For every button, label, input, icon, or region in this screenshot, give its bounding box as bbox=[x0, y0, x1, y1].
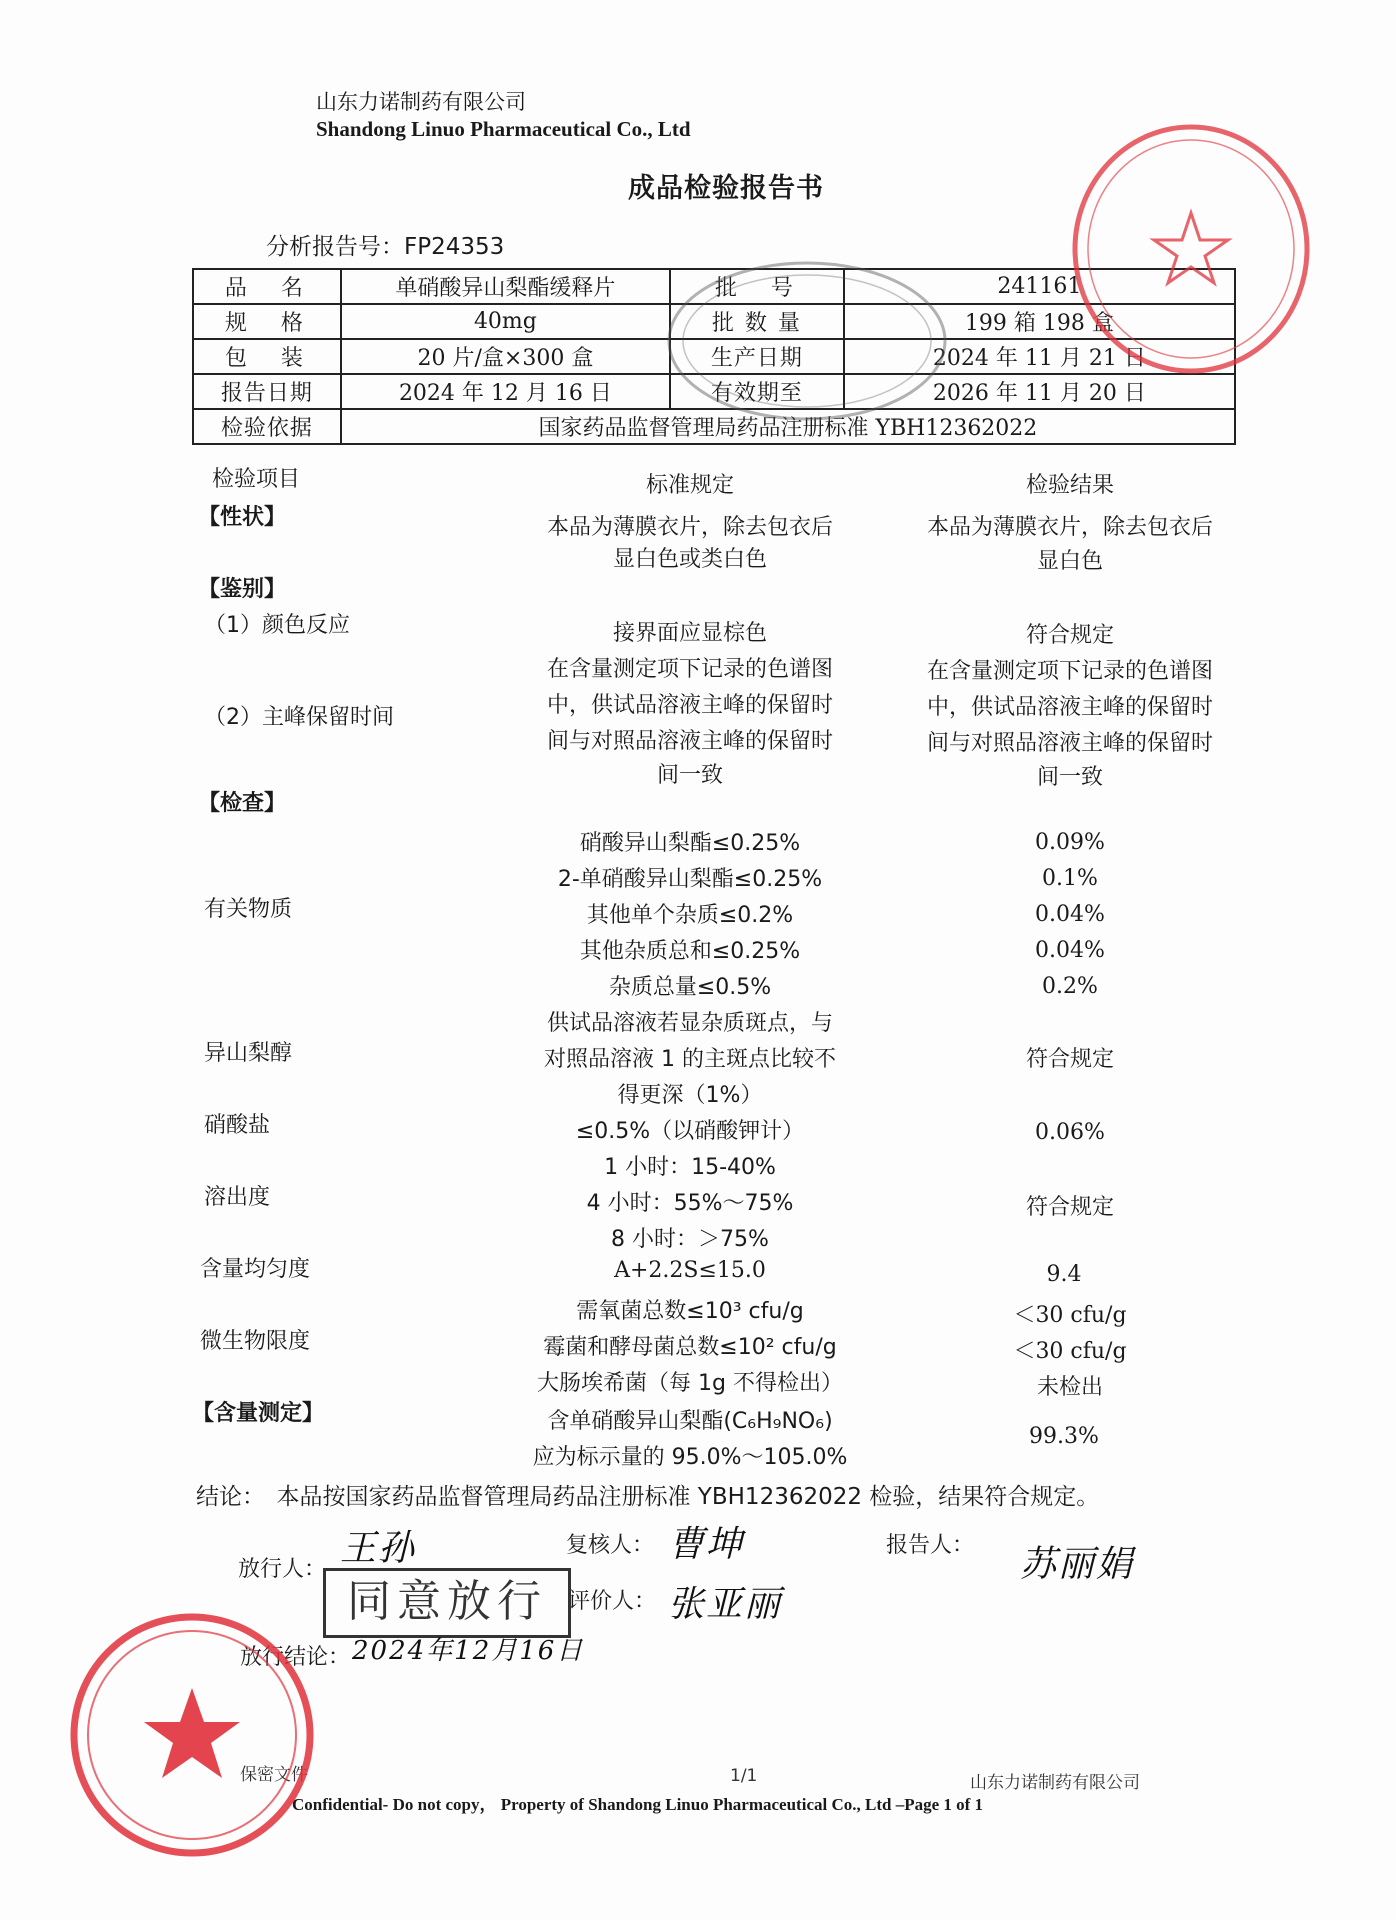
releaser-signature: 王孙 bbox=[340, 1528, 417, 1569]
test-standard: 2-单硝酸异山梨酯≤0.25% bbox=[557, 867, 823, 892]
test-standard: 对照品溶液 1 的主斑点比较不 bbox=[544, 1047, 836, 1072]
qty-label: 批 数 量 bbox=[670, 304, 844, 339]
test-result: 99.3% bbox=[1029, 1424, 1099, 1449]
test-standard: 得更深（1%） bbox=[617, 1083, 763, 1108]
column-header-standard: 标准规定 bbox=[645, 473, 735, 498]
test-item: 微生物限度 bbox=[200, 1329, 311, 1354]
test-standard: 中，供试品溶液主峰的保留时 bbox=[546, 693, 834, 718]
test-result: 未检出 bbox=[1036, 1375, 1104, 1400]
footer-page: 1/1 bbox=[730, 1766, 758, 1786]
test-standard: 其他杂质总和≤0.25% bbox=[579, 939, 801, 964]
test-standard: 硝酸异山梨酯≤0.25% bbox=[579, 831, 801, 856]
mfg-date-value: 2024 年 11 月 21 日 bbox=[844, 339, 1235, 374]
test-item: （2）主峰保留时间 bbox=[204, 705, 394, 730]
qty-value: 199 箱 198 盒 bbox=[844, 304, 1235, 339]
test-standard: 供试品溶液若显杂质斑点，与 bbox=[546, 1011, 834, 1036]
test-result: 0.1% bbox=[1042, 866, 1098, 891]
test-standard: 在含量测定项下记录的色谱图 bbox=[546, 657, 834, 682]
test-standard: 其他单个杂质≤0.2% bbox=[586, 903, 794, 928]
report-date-value: 2024 年 12 月 16 日 bbox=[341, 374, 670, 409]
pack-value: 20 片/盒×300 盒 bbox=[341, 339, 670, 374]
test-standard: 杂质总量≤0.5% bbox=[608, 975, 772, 1000]
test-result: ＜30 cfu/g bbox=[1013, 1303, 1127, 1328]
release-conclusion-label: 放行结论： bbox=[240, 1645, 351, 1670]
spec-label: 规 格 bbox=[193, 304, 341, 339]
test-result: 符合规定 bbox=[1025, 1195, 1115, 1220]
test-standard: 4 小时：55%～75% bbox=[586, 1191, 794, 1216]
product-value: 单硝酸异山梨酯缓释片 bbox=[341, 269, 670, 304]
section-assay: 【含量测定】 bbox=[192, 1401, 325, 1426]
pack-label: 包 装 bbox=[193, 339, 341, 374]
test-result: 0.09% bbox=[1035, 830, 1105, 855]
test-standard: A+2.2S≤15.0 bbox=[614, 1258, 766, 1283]
spec-value: 40mg bbox=[341, 304, 670, 339]
mfg-date-label: 生产日期 bbox=[670, 339, 844, 374]
test-item: 含量均匀度 bbox=[200, 1257, 311, 1282]
column-header-item: 检验项目 bbox=[212, 467, 301, 492]
test-standard: 间一致 bbox=[656, 763, 724, 788]
reporter-label: 报告人： bbox=[886, 1533, 975, 1558]
test-result: ＜30 cfu/g bbox=[1013, 1339, 1127, 1364]
report-date-label: 报告日期 bbox=[193, 374, 341, 409]
test-standard: 接界面应显棕色 bbox=[612, 621, 768, 646]
product-label: 品 名 bbox=[193, 269, 341, 304]
test-result: 中，供试品溶液主峰的保留时 bbox=[926, 695, 1214, 720]
test-result: 符合规定 bbox=[1025, 623, 1115, 648]
test-result: 间与对照品溶液主峰的保留时 bbox=[926, 731, 1214, 756]
company-name-cn: 山东力诺制药有限公司 bbox=[316, 90, 526, 114]
test-standard: 间与对照品溶液主峰的保留时 bbox=[546, 729, 834, 754]
test-standard: 应为标示量的 95.0%～105.0% bbox=[532, 1445, 848, 1470]
test-standard: 大肠埃希菌（每 1g 不得检出） bbox=[537, 1371, 843, 1396]
test-standard: 8 小时：＞75% bbox=[611, 1227, 769, 1252]
test-item: 硝酸盐 bbox=[204, 1113, 271, 1138]
test-result: 0.06% bbox=[1035, 1120, 1105, 1145]
basis-value: 国家药品监督管理局药品注册标准 YBH12362022 bbox=[341, 409, 1235, 444]
releaser-label: 放行人： bbox=[238, 1557, 327, 1582]
release-date-handwritten: 2024年12月16日 bbox=[352, 1636, 585, 1666]
test-result: 间一致 bbox=[1036, 765, 1104, 790]
test-item: 异山梨醇 bbox=[204, 1041, 293, 1066]
release-approved-stamp: 同意放行 bbox=[323, 1568, 571, 1638]
test-standard: 含单硝酸异山梨酯(C₆H₉NO₆) bbox=[547, 1409, 833, 1434]
test-standard: ≤0.5%（以硝酸钾计） bbox=[575, 1119, 805, 1144]
test-item: （1）颜色反应 bbox=[204, 613, 350, 638]
expiry-value: 2026 年 11 月 20 日 bbox=[844, 374, 1235, 409]
batch-label: 批 号 bbox=[670, 269, 844, 304]
evaluator-signature: 张亚丽 bbox=[668, 1584, 783, 1625]
conclusion: 结论： 本品按国家药品监督管理局药品注册标准 YBH12362022 检验，结果符合规定。 bbox=[196, 1484, 1100, 1510]
reporter-signature: 苏丽娟 bbox=[1020, 1544, 1135, 1585]
section-character: 【性状】 bbox=[198, 505, 287, 530]
report-number: 分析报告号：FP24353 bbox=[266, 234, 505, 260]
character-standard: 显白色或类白色 bbox=[612, 547, 768, 572]
company-stamp-top-right bbox=[1066, 118, 1316, 380]
reviewer-signature: 曹坤 bbox=[668, 1524, 745, 1565]
test-item: 溶出度 bbox=[204, 1185, 271, 1210]
document-title: 成品检验报告书 bbox=[628, 173, 824, 204]
test-standard: 1 小时：15-40% bbox=[604, 1155, 776, 1180]
test-standard: 霉菌和酵母菌总数≤10² cfu/g bbox=[543, 1335, 837, 1360]
character-result: 本品为薄膜衣片，除去包衣后 bbox=[926, 515, 1214, 540]
section-check: 【检查】 bbox=[198, 791, 287, 816]
test-item: 有关物质 bbox=[204, 897, 293, 922]
footer-company-cn: 山东力诺制药有限公司 bbox=[970, 1773, 1140, 1793]
column-header-result: 检验结果 bbox=[1025, 473, 1115, 498]
basis-label: 检验依据 bbox=[193, 409, 341, 444]
batch-value: 241161 bbox=[844, 269, 1235, 304]
test-result: 0.04% bbox=[1035, 938, 1105, 963]
character-standard: 本品为薄膜衣片，除去包衣后 bbox=[546, 515, 834, 540]
distributor-stamp-bottom-left bbox=[64, 1610, 320, 1860]
test-standard: 需氧菌总数≤10³ cfu/g bbox=[576, 1299, 804, 1324]
section-identification: 【鉴别】 bbox=[198, 577, 287, 602]
evaluator-label: 评价人： bbox=[568, 1589, 657, 1614]
test-result: 0.2% bbox=[1042, 974, 1098, 999]
company-name-en: Shandong Linuo Pharmaceutical Co., Ltd bbox=[316, 117, 691, 141]
footer-confidential-cn: 保密文件 bbox=[240, 1765, 308, 1785]
expiry-label: 有效期至 bbox=[670, 374, 844, 409]
test-result: 0.04% bbox=[1035, 902, 1105, 927]
reviewer-label: 复核人： bbox=[566, 1533, 655, 1558]
test-result: 符合规定 bbox=[1025, 1047, 1115, 1072]
test-result: 9.4 bbox=[1046, 1262, 1082, 1287]
test-result: 在含量测定项下记录的色谱图 bbox=[926, 659, 1214, 684]
character-result: 显白色 bbox=[1036, 549, 1104, 574]
company-stamp-middle bbox=[662, 256, 952, 426]
footer-confidential-en: Confidential- Do not copy， Property of Shandong Linuo Pharmaceutical Co., Ltd –Page 1 of 1 bbox=[292, 1795, 984, 1814]
